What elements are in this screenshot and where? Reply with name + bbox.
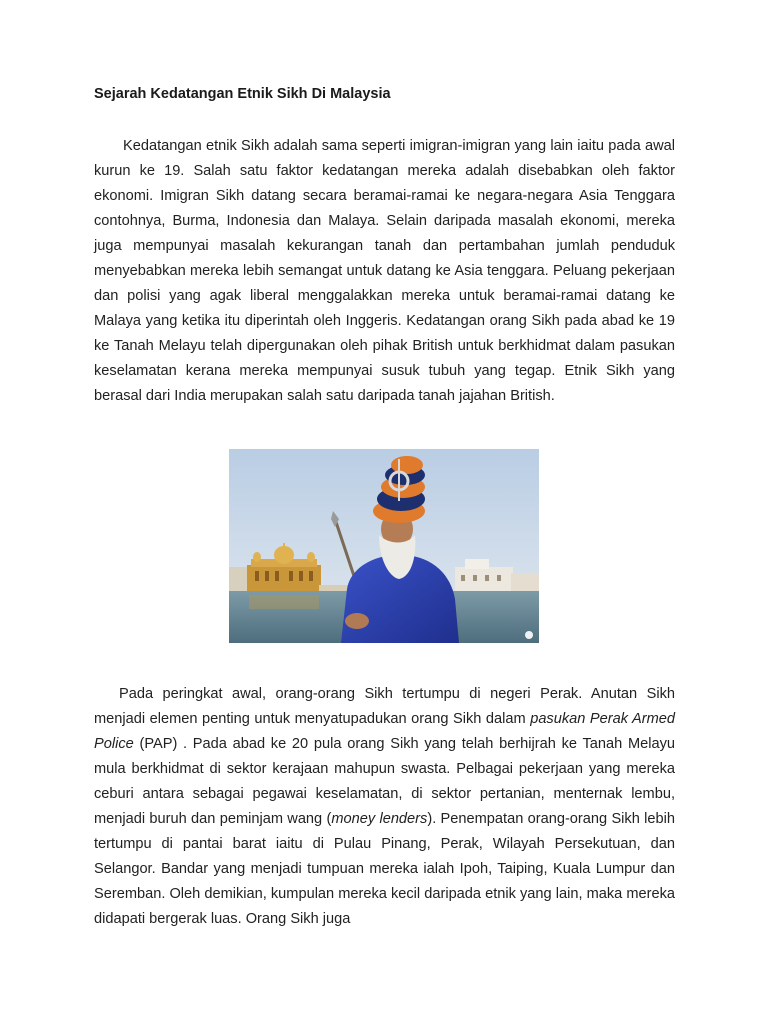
paragraph-2 — [94, 682, 675, 932]
watermark-icon — [525, 631, 533, 639]
paragraph-1: Kedatangan etnik Sikh adalah sama seperti imigran-imigran yang lain iaitu pada awal kurun ke 19. Salah satu faktor kedatangan mereka adalah disebabkan oleh faktor ekonomi. Imigran Sikh datang secara beramai-ramai ke negara-negara Asia Tenggara contohnya, Burma, Indonesia dan Malaya. Selain daripada masalah ekonomi, mereka juga mempunyai masalah kekurangan tanah dan pertambahan jumlah penduduk menyebabkan mereka lebih semangat untuk datang ke Asia tenggara. Peluang pekerjaan dan polisi yang agak liberal menggalakkan mereka untuk beramai-ramai datang ke Malaya yang ketika itu diperintah oleh Inggeris. Kedatangan orang Sikh pada abad ke 19 ke Tanah Melayu telah dipergunakan oleh pihak British untuk berkhidmat dalam pasukan keselamatan kerana mereka mempunyai susuk tubuh yang tegap. Etnik Sikh yang berasal dari India merupakan salah satu daripada tanah jajahan British. — [94, 138, 675, 404]
hand — [345, 613, 369, 629]
paragraph-2-part-3: ). Penempatan orang-orang Sikh lebih tertumpu di pantai barat iaitu di Pulau Pinang, Perak, Wilayah Persekutuan, dan Selangor. Bandar yang menjadi tumpuan mereka ialah Ipoh, Taiping, Kuala Lumpur dan Seremban. Oleh demikian, kumpulan mereka kecil daripada etnik yang lain, maka mereka didapati bergerak luas. Orang Sikh juga — [94, 811, 675, 927]
temple-reflection — [249, 595, 319, 609]
sikh-man-photo — [229, 449, 539, 643]
paragraph-2-italic-2: money lenders — [331, 811, 428, 827]
paragraph-2-part-1: Pada peringkat awal, orang-orang Sikh tertumpu di negeri Perak. Anutan Sikh menjadi elemen penting untuk menyatupadukan orang Sikh dalam — [94, 686, 675, 727]
paragraph-2-part-2: (PAP) . Pada abad ke 20 pula orang Sikh yang telah berhijrah ke Tanah Melayu mula berkhidmat di sektor kerajaan mahupun swasta. Pelbagai pekerjaan yang mereka ceburi antara sebagai pegawai keselamatan, di sektor pertanian, menternak lembu, menjadi buruh dan peminjam wang ( — [94, 736, 675, 827]
paragraph-2-italic-1: pasukan Perak Armed Police — [94, 711, 675, 752]
photo-illustration — [229, 449, 539, 643]
document-title: Sejarah Kedatangan Etnik Sikh Di Malaysia — [94, 86, 391, 102]
building-left — [229, 567, 249, 591]
